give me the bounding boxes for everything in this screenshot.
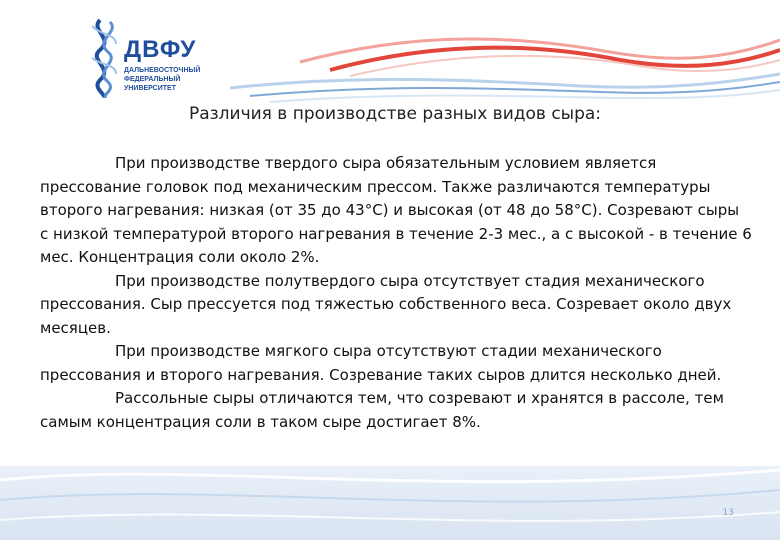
slide-title: Различия в производстве разных видов сыра: xyxy=(188,104,602,124)
paragraph-semi-hard-cheese: При производстве полутвердого сыра отсутствует стадия механического прессования. Сыр прессуется под тяжестью собственного веса. Созревает около двух месяцев. xyxy=(40,271,732,337)
paragraph-soft-cheese: При производстве мягкого сыра отсутствуют стадии механического прессования и второго нагревания. Созревание таких сыров длится несколько дней. xyxy=(40,342,722,384)
footer-wave-decoration xyxy=(0,440,780,540)
page-number: 13 xyxy=(722,508,734,518)
logo-subtitle-line: ФЕДЕРАЛЬНЫЙ xyxy=(124,76,181,83)
logo-subtitle-line: УНИВЕРСИТЕТ xyxy=(124,85,176,92)
paragraph-brine-cheese: Рассольные сыры отличаются тем, что созревают и хранятся в рассоле, тем самым концентрация соли в таком сыре достигает 8%. xyxy=(40,389,724,431)
university-logo xyxy=(86,18,216,100)
logo-subtitle xyxy=(124,66,214,93)
paragraph-hard-cheese: При производстве твердого сыра обязательным условием является прессование головок под механическим прессом. Также различаются температуры второго нагревания: низкая (от 35 до 43°С) и высокая (от 48 до 58°С). Созревают сыры с низкой температурой второго нагревания в течение 2-3 мес., а с высокой - в течение 6 мес. Концентрация соли около 2%. xyxy=(40,154,752,266)
slide-body xyxy=(40,152,752,434)
logo-subtitle-line: ДАЛЬНЕВОСТОЧНЫЙ xyxy=(124,67,201,74)
logo-name: ДВФУ xyxy=(124,36,197,63)
dna-helix-logo-icon xyxy=(86,18,122,98)
